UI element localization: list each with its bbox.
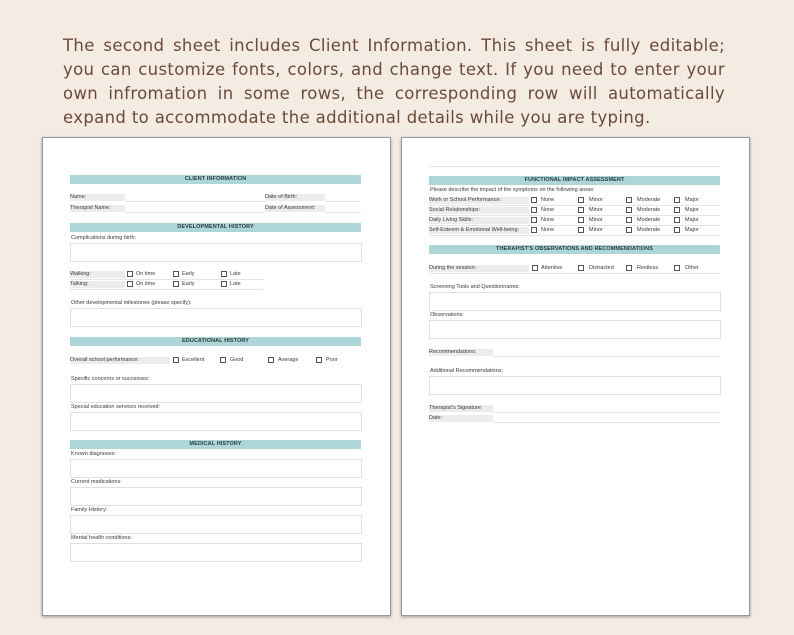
impact-major-label: Major [685,227,699,233]
name-field[interactable] [125,201,265,202]
during-session-label: During the session: [429,265,529,272]
impact-area-label: Social Relationships: [429,207,529,214]
impact-none-checkbox[interactable] [531,197,537,203]
impact-row-line [429,235,720,236]
family-history-field[interactable] [70,515,362,534]
impact-minor-checkbox[interactable] [578,197,584,203]
school-performance-label: Overall school performance: [70,357,170,364]
impact-minor-label: Minor [589,227,603,233]
impact-area-label: Self-Esteem & Emotional Well-being: [429,227,529,234]
poor-checkbox[interactable] [316,357,322,363]
talking-early-checkbox[interactable] [173,281,179,287]
impact-row-line [429,225,720,226]
family-history-label: Family History: [71,507,108,513]
functional-prompt: Please describe the impact of the symptoms on the following areas: [430,187,595,193]
special-ed-label: Special education services received: [71,404,160,410]
signature-label: Therapist's Signature: [429,405,493,412]
impact-area-label: Work or School Performance: [429,197,529,204]
therapist-name-field[interactable] [125,212,265,213]
impact-minor-checkbox[interactable] [578,227,584,233]
diagnoses-field[interactable] [70,459,362,478]
additional-recommendations-field[interactable] [429,376,721,395]
impact-minor-label: Minor [589,207,603,213]
medications-field[interactable] [70,487,362,506]
attentive-checkbox[interactable] [532,265,538,271]
impact-minor-checkbox[interactable] [578,207,584,213]
signature-field[interactable] [493,412,720,413]
impact-major-label: Major [685,207,699,213]
client-information-sheet [42,137,391,616]
impact-none-label: None [541,207,555,213]
impact-none-label: None [541,217,555,223]
impact-minor-label: Minor [589,197,603,203]
client-information-header: CLIENT INFORMATION [70,175,361,184]
impact-major-checkbox[interactable] [674,207,680,213]
screening-label: Screening Tools and Questionnaires: [430,284,520,290]
impact-moderate-label: Moderate [637,207,661,213]
concerns-field[interactable] [70,384,362,403]
walking-late-checkbox[interactable] [221,271,227,277]
average-checkbox[interactable] [268,357,274,363]
poor-label: Poor [326,357,338,363]
complications-label: Complications during birth: [71,235,137,241]
talking-ontime-checkbox[interactable] [127,281,133,287]
impact-major-checkbox[interactable] [674,217,680,223]
attentive-label: Attentive [541,265,563,271]
impact-major-label: Major [685,217,699,223]
distracted-label: Distracted [589,265,614,271]
impact-moderate-label: Moderate [637,197,661,203]
impact-none-checkbox[interactable] [531,217,537,223]
impact-major-checkbox[interactable] [674,197,680,203]
doa-field[interactable] [325,212,361,213]
impact-moderate-label: Moderate [637,227,661,233]
impact-major-checkbox[interactable] [674,227,680,233]
top-line [429,166,720,167]
date-field[interactable] [493,422,720,423]
name-label: Name: [70,194,125,201]
impact-row-line [429,205,720,206]
educational-history-header: EDUCATIONAL HISTORY [70,337,361,346]
session-row-line [429,273,720,274]
talking-ontime-label: On time [136,281,156,287]
impact-major-label: Major [685,197,699,203]
milestones-field[interactable] [70,308,362,327]
walking-late-label: Late [230,271,241,277]
good-checkbox[interactable] [220,357,226,363]
observations-header: THERAPIST'S OBSERVATIONS AND RECOMMENDATIONS [429,245,720,254]
impact-moderate-checkbox[interactable] [626,227,632,233]
impact-moderate-checkbox[interactable] [626,207,632,213]
walking-ontime-checkbox[interactable] [127,271,133,277]
impact-minor-label: Minor [589,217,603,223]
impact-area-label: Daily Living Skills: [429,217,529,224]
walking-label: Walking: [70,271,125,278]
restless-label: Restless [637,265,659,271]
restless-checkbox[interactable] [626,265,632,271]
diagnoses-label: Known diagnoses: [71,451,116,457]
impact-none-checkbox[interactable] [531,227,537,233]
developmental-history-header: DEVELOPMENTAL HISTORY [70,223,361,232]
impact-minor-checkbox[interactable] [578,217,584,223]
talking-row-line [70,289,263,290]
concerns-label: Specific concerns or successes: [71,376,150,382]
recommendations-field[interactable] [493,356,720,357]
medical-history-header: MEDICAL HISTORY [70,440,361,449]
additional-recommendations-label: Additional Recommendations: [430,368,504,374]
mental-health-label: Mental health conditions: [71,535,132,541]
intro-text: The second sheet includes Client Information. This sheet is fully editable; you can customize fonts, colors, and change text. If you need to enter your own infromation in some rows, the corresponding row will automatically expand to accommodate the additional details while you are typing. [63,36,725,127]
talking-late-label: Late [230,281,241,287]
excellent-checkbox[interactable] [173,357,179,363]
excellent-label: Excellent [182,357,205,363]
other-label: Other [685,265,699,271]
dob-label: Date of Birth: [265,194,325,201]
observations-label: Observations: [430,312,464,318]
walking-row-line [70,279,263,280]
recommendations-label: Recommendations: [429,349,493,356]
good-label: Good [230,357,244,363]
impact-none-checkbox[interactable] [531,207,537,213]
impact-row-line [429,215,720,216]
milestones-label: Other developmental milestones (please specify): [71,300,192,306]
date-label: Date: [429,415,493,422]
observations-field[interactable] [429,320,721,339]
walking-ontime-label: On time [136,271,156,277]
special-ed-field[interactable] [70,412,362,431]
mental-health-field[interactable] [70,543,362,562]
average-label: Average [278,357,299,363]
functional-impact-header: FUNCTIONAL IMPACT ASSESSMENT [429,176,720,185]
therapist-name-label: Therapist Name: [70,205,125,212]
impact-none-label: None [541,227,555,233]
impact-moderate-checkbox[interactable] [626,197,632,203]
walking-early-checkbox[interactable] [173,271,179,277]
dob-field[interactable] [325,201,361,202]
impact-moderate-label: Moderate [637,217,661,223]
assessment-sheet [401,137,750,616]
other-checkbox[interactable] [674,265,680,271]
talking-early-label: Early [182,281,195,287]
impact-none-label: None [541,197,555,203]
distracted-checkbox[interactable] [578,265,584,271]
complications-field[interactable] [70,243,362,262]
talking-label: Talking: [70,281,125,288]
walking-early-label: Early [182,271,195,277]
talking-late-checkbox[interactable] [221,281,227,287]
impact-moderate-checkbox[interactable] [626,217,632,223]
doa-label: Date of Assessment: [265,205,325,212]
screening-field[interactable] [429,292,721,311]
medications-label: Current medications: [71,479,122,485]
